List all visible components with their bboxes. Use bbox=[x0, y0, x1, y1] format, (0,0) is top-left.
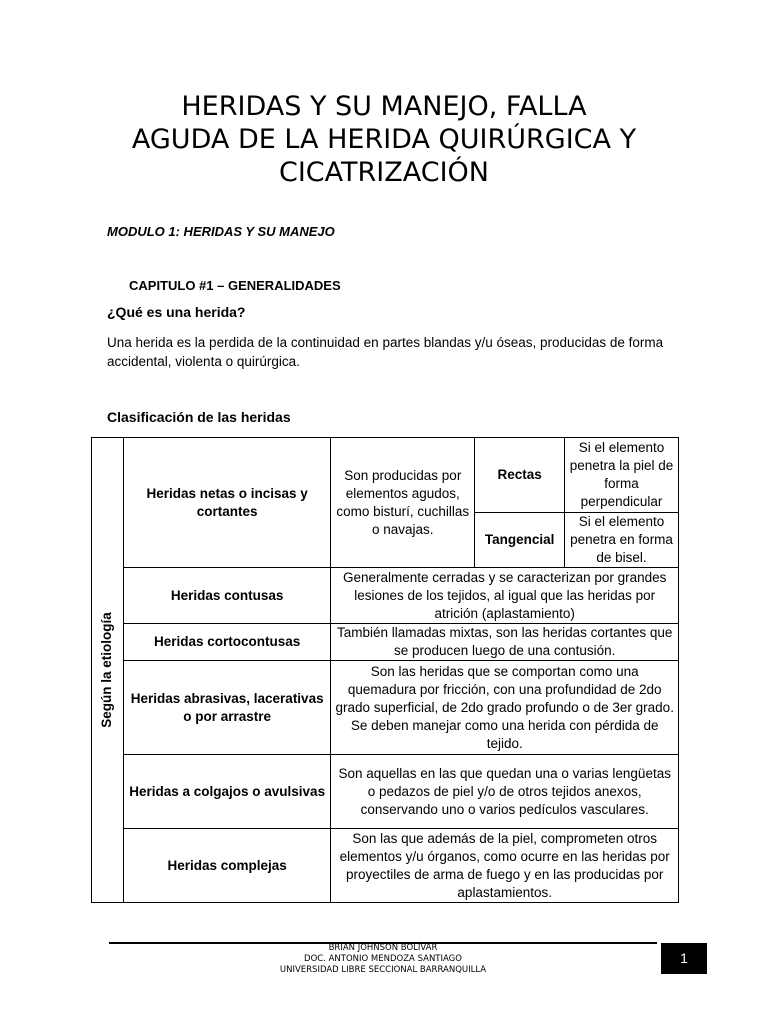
wound-description-cell: Son aquellas en las que quedan una o varias lengüetas o pedazos de piel y/o de otros tejidos anexos, conservando uno o varios pedículos vasculares. bbox=[331, 755, 679, 829]
footer-line: UNIVERSIDAD LIBRE SECCIONAL BARRANQUILLA bbox=[279, 965, 487, 975]
chapter-heading: CAPITULO #1 – GENERALIDADES bbox=[129, 278, 341, 293]
footer-line: BRIAN JOHNSON BOLÍVAR bbox=[328, 943, 438, 953]
subtype-name-cell: Rectas bbox=[475, 438, 565, 513]
title-line: CICATRIZACIÓN bbox=[278, 157, 489, 188]
wound-type-cell: Heridas a colgajos o avulsivas bbox=[123, 755, 331, 829]
wound-description-cell: También llamadas mixtas, son las heridas cortantes que se producen luego de una contusión. bbox=[331, 624, 679, 661]
wound-description-cell: Generalmente cerradas y se caracterizan por grandes lesiones de los tejidos, al igual que las heridas por atrición (aplastamiento) bbox=[331, 568, 679, 624]
section-question: ¿Qué es una herida? bbox=[107, 304, 246, 320]
title-line: HERIDAS Y SU MANEJO, FALLA bbox=[181, 91, 587, 122]
wound-type-cell: Heridas complejas bbox=[123, 829, 331, 903]
footer-line: DOC. ANTONIO MENDOZA SANTIAGO bbox=[304, 954, 462, 964]
wound-description-cell: Son producidas por elementos agudos, como bisturí, cuchillas o navajas. bbox=[331, 438, 475, 568]
wound-type-cell: Heridas abrasivas, lacerativas o por arrastre bbox=[123, 661, 331, 755]
subtype-description-cell: Si el elemento penetra en forma de bisel. bbox=[565, 513, 679, 568]
wound-type-cell: Heridas netas o incisas y cortantes bbox=[123, 438, 331, 568]
subtype-description-cell: Si el elemento penetra la piel de forma perpendicular bbox=[565, 438, 679, 513]
etiology-vertical-cell bbox=[92, 438, 124, 903]
module-heading: MODULO 1: HERIDAS Y SU MANEJO bbox=[107, 224, 335, 239]
classification-table bbox=[91, 437, 679, 903]
definition-paragraph: Una herida es la perdida de la continuidad en partes blandas y/u óseas, producidas de forma accidental, violenta o quirúrgica. bbox=[107, 335, 664, 369]
wound-type-cell: Heridas contusas bbox=[123, 568, 331, 624]
subtype-name-cell: Tangencial bbox=[475, 513, 565, 568]
wound-type-cell: Heridas cortocontusas bbox=[123, 624, 331, 661]
etiology-label: Según la etiología bbox=[99, 612, 115, 728]
wound-description-cell: Son las que además de la piel, comprometen otros elementos y/u órganos, como ocurre en las heridas por proyectiles de arma de fuego y en las producidas por aplastamientos. bbox=[331, 829, 679, 903]
wound-description-cell: Son las heridas que se comportan como una quemadura por fricción, con una profundidad de 2do grado superficial, de 2do grado profundo o de 3er grado. Se deben manejar como una herida con pérdida de tejido. bbox=[331, 661, 679, 755]
classification-heading: Clasificación de las heridas bbox=[107, 409, 291, 425]
footer-authors bbox=[109, 943, 657, 976]
title-line: AGUDA DE LA HERIDA QUIRÚRGICA Y bbox=[131, 124, 637, 155]
page-number: 1 bbox=[661, 943, 707, 974]
document-title bbox=[90, 90, 678, 189]
